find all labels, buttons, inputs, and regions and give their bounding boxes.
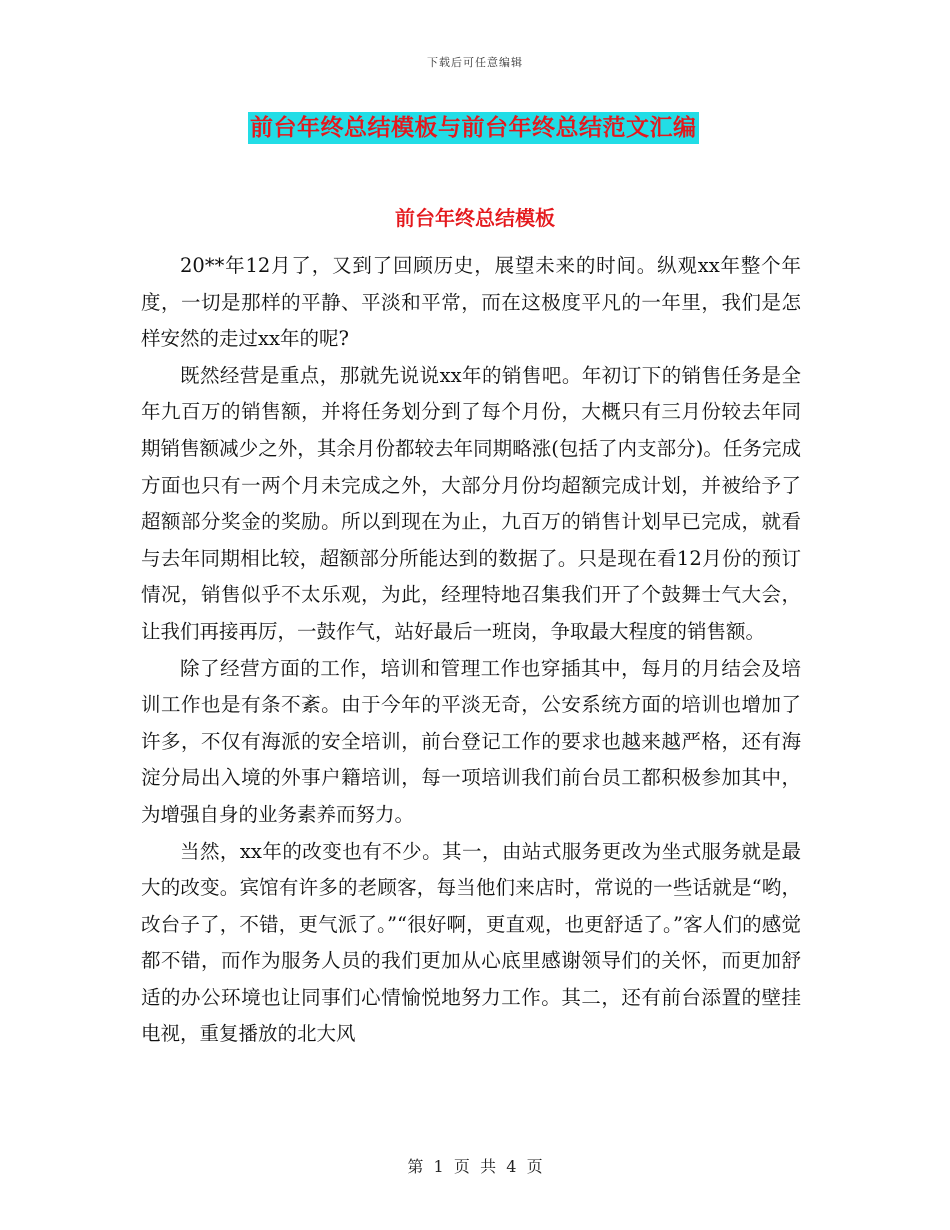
paragraph: 除了经营方面的工作，培训和管理工作也穿插其中，每月的月结会及培训工作也是有条不紊。由于今年的平淡无奇，公安系统方面的培训也增加了许多，不仅有海派的安全培训，前台登记工作的要求也越来越严格，还有海淀分局出入境的外事户籍培训，每一项培训我们前台员工都积极参加其中，为增强自身的业务素养而努力。 [141,656,801,826]
document-title: 前台年终总结模板与前台年终总结范文汇编 [248,112,699,144]
paragraph: 既然经营是重点，那就先说说xx年的销售吧。年初订下的销售任务是全年九百万的销售额，并将任务划分到了每个月份，大概只有三月份较去年同期销售额减少之外，其余月份都较去年同期略涨(包括了内支部分)。任务完成方面也只有一两个月未完成之外，大部分月份均超额完成计划，并被给予了超额部分奖金的奖励。所以到现在为止，九百万的销售计划早已完成，就看与去年同期相比较，超额部分所能达到的数据了。只是现在看12月份的预订情况，销售似乎不太乐观，为此，经理特地召集我们开了个鼓舞士气大会，让我们再接再厉，一鼓作气，站好最后一班岗，争取最大程度的销售额。 [141,363,801,643]
header-note: 下载后可任意编辑 [427,56,523,69]
paragraph: 当然，xx年的改变也有不少。其一，由站式服务更改为坐式服务就是最大的改变。宾馆有许多的老顾客，每当他们来店时，常说的一些话就是“哟，改台子了，不错，更气派了。”“很好啊，更直观，也更舒适了。”客人们的感觉都不错，而作为服务人员的我们更加从心底里感谢领导们的关怀，而更加舒适的办公环境也让同事们心情愉悦地努力工作。其二，还有前台添置的壁挂电视，重复播放的北大风 [141,839,801,1046]
section-title: 前台年终总结模板 [395,206,555,230]
page-footer: 第 1 页 共 4 页 [407,1157,543,1176]
body-text [141,248,801,1053]
paragraph: 20**年12月了，又到了回顾历史，展望未来的时间。纵观xx年整个年度，一切是那样的平静、平淡和平常，而在这极度平凡的一年里，我们是怎样安然的走过xx年的呢? [141,254,801,351]
